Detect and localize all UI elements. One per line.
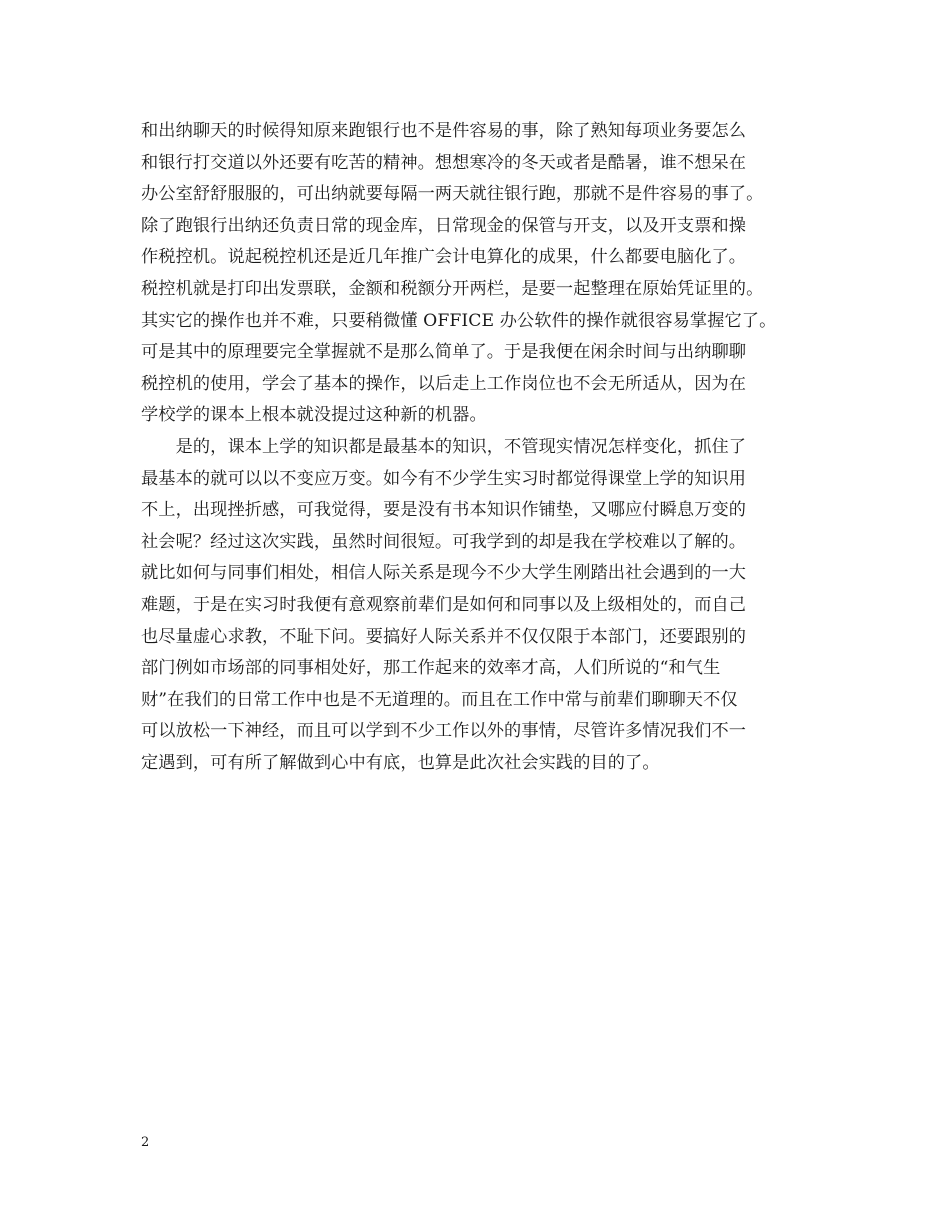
text-line: 税控机就是打印出发票联，金额和税额分开两栏，是要一起整理在原始凭证里的。 — [141, 278, 764, 299]
text-line: 除了跑银行出纳还负责日常的现金库，日常现金的保管与开支，以及开支票和操 — [141, 215, 747, 236]
text-line: 也尽量虚心求教，不耻下问。要搞好人际关系并不仅仅限于本部门，还要跟别的 — [141, 626, 747, 647]
text-line: 难题，于是在实习时我便有意观察前辈们是如何和同事以及上级相处的，而自己 — [141, 594, 747, 615]
text-line: 社会呢？经过这次实践，虽然时间很短。可我学到的却是我在学校难以了解的。 — [141, 531, 747, 552]
text-line: 不上，出现挫折感，可我觉得，要是没有书本知识作铺垫，又哪应付瞬息万变的 — [141, 500, 747, 521]
text-line: 税控机的使用，学会了基本的操作，以后走上工作岗位也不会无所适从，因为在 — [141, 373, 747, 394]
text-line: 是的，课本上学的知识都是最基本的知识，不管现实情况怎样变化，抓住了 — [141, 436, 747, 457]
text-line: 可以放松一下神经，而且可以学到不少工作以外的事情，尽管许多情况我们不一 — [141, 721, 747, 742]
text-line: 作税控机。说起税控机还是近几年推广会计电算化的成果，什么都要电脑化了。 — [141, 247, 747, 268]
page-number: 2 — [141, 1135, 150, 1150]
text-line: 定遇到，可有所了解做到心中有底，也算是此次社会实践的目的了。 — [141, 752, 660, 773]
body-text — [141, 116, 841, 779]
text-line: 部门例如市场部的同事相处好，那工作起来的效率才高，人们所说的“和气生 — [141, 658, 721, 679]
text-line: 和出纳聊天的时候得知原来跑银行也不是件容易的事，除了熟知每项业务要怎么 — [141, 121, 747, 141]
text-line: 学校学的课本上根本就没提过这种新的机器。 — [141, 405, 487, 426]
text-line: 最基本的就可以以不变应万变。如今有不少学生实习时都觉得课堂上学的知识用 — [141, 468, 747, 489]
text-line: 就比如何与同事们相处，相信人际关系是现今不少大学生刚踏出社会遇到的一大 — [141, 563, 747, 584]
text-line: 其实它的操作也并不难，只要稍微懂 OFFICE 办公软件的操作就很容易掌握它了。 — [141, 310, 777, 331]
text-line: 办公室舒舒服服的，可出纳就要每隔一两天就往银行跑，那就不是件容易的事了。 — [141, 184, 764, 205]
text-line: 可是其中的原理要完全掌握就不是那么简单了。于是我便在闲余时间与出纳聊聊 — [141, 342, 747, 363]
text-line: 和银行打交道以外还要有吃苦的精神。想想寒冷的冬天或者是酷暑，谁不想呆在 — [141, 152, 747, 173]
text-line: 财”在我们的日常工作中也是不无道理的。而且在工作中常与前辈们聊聊天不仅 — [141, 689, 738, 710]
